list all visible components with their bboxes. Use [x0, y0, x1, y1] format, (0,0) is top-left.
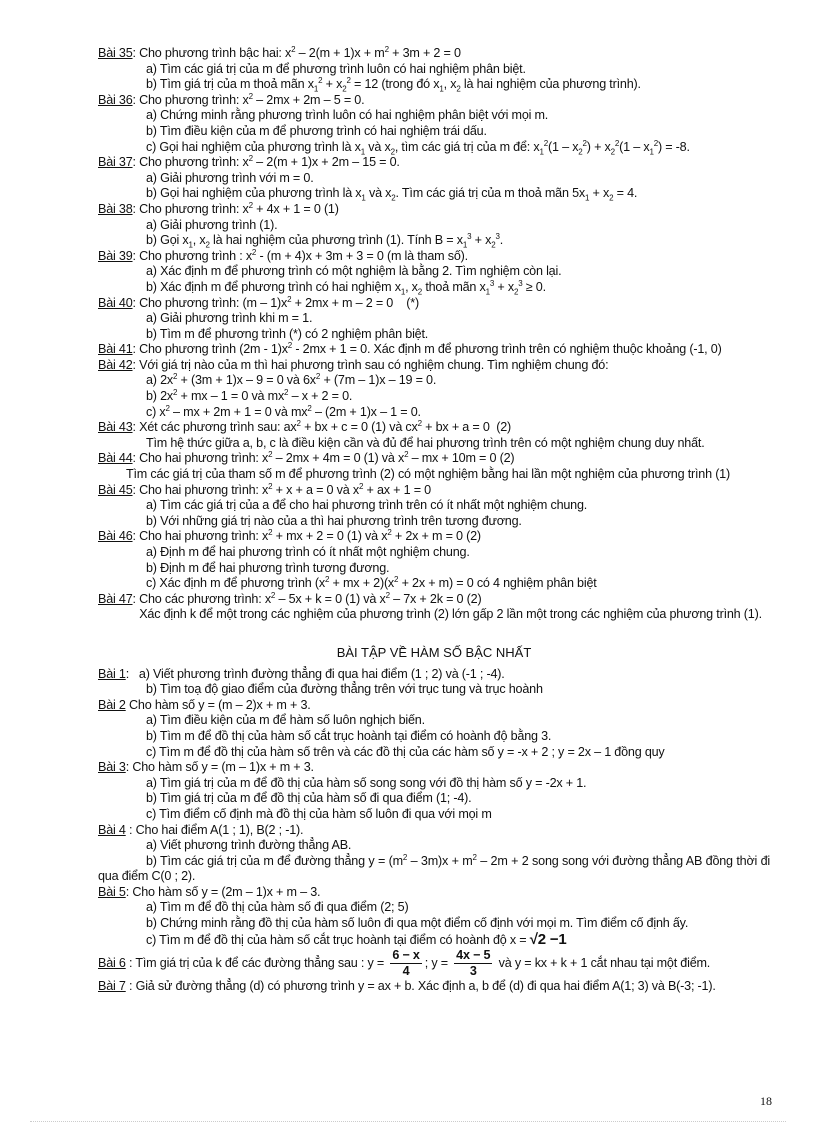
- exercise-part: [98, 791, 770, 807]
- exercise-text: b) Tìm giá trị của m để đồ thị của hàm số đi qua điểm (1; -4).: [146, 791, 472, 806]
- exercise-part: [98, 436, 770, 452]
- exercise-label: Bài 36: [98, 92, 133, 107]
- exercise-text: Cho hàm số y = (m – 2)x + m + 3.: [125, 697, 311, 712]
- exercise-label: Bài 4: [98, 822, 126, 837]
- exercise-text: : Cho hai phương trình: $x^2 + x + a = 0$ và $x^2$ + ax + 1 = 0: [132, 481, 431, 497]
- exercise-label: Bài 44: [98, 451, 133, 466]
- exercise-text: : Cho phương trình: $x^2 - 2mx + 2m - 5 = 0$.: [132, 91, 365, 107]
- exercise-statement: [98, 249, 770, 265]
- exercise-block: [98, 202, 770, 249]
- exercise-text: c) Tìm điểm cố định mà đồ thị của hàm số luôn đi qua với mọi m: [146, 806, 492, 821]
- exercise-text: : Tìm giá trị của k để các đường thẳng sau : y = $\frac{6 - x}{4}$ ; y = $\frac{4x - 5}{3}$ và y = kx + k + 1 cắt nhau tại một điểm.: [125, 948, 711, 979]
- exercise-part: [98, 280, 770, 296]
- exercise-text: b) Định m để hai phương trình tương đương.: [146, 560, 390, 575]
- exercise-text: Xác định k để một trong các nghiệm của phương trình (2) lớn gấp 2 lần một trong các nghiệm của phương trình (1).: [126, 607, 762, 622]
- exercise-text: a) Xác định m để phương trình có một nghiệm là bằng 2. Tìm nghiệm còn lại.: [146, 264, 562, 279]
- exercise-block: [98, 358, 770, 420]
- exercise-statement: [98, 592, 770, 608]
- exercise-part: [98, 405, 770, 421]
- exercise-part: [98, 108, 770, 124]
- exercise-text: Tìm các giá trị của tham số m để phương trình (2) có một nghiệm bằng hai lần một nghiệm của phương trình (1): [126, 467, 730, 482]
- exercise-part: [98, 561, 770, 577]
- exercise-statement: [98, 451, 770, 467]
- exercise-text: a) Viết phương trình đường thẳng AB.: [146, 838, 352, 853]
- exercise-text: b) Xác định m để phương trình có hai nghiệm $x_1$, $x_2$ thoả mãn $x_1^3 + x_2^3 \ge 0$.: [146, 278, 546, 297]
- exercise-label: Bài 7: [98, 979, 126, 994]
- exercise-part: [98, 124, 770, 140]
- document-page: [98, 46, 770, 995]
- exercise-label: Bài 47: [98, 591, 133, 606]
- exercise-text: b) Gọi hai nghiệm của phương trình là $x_1$ và $x_2$. Tìm các giá trị của m thoả mãn $5x_1 + x_2 = 4$.: [146, 186, 638, 203]
- exercise-block: [98, 979, 770, 995]
- exercise-block: [98, 296, 770, 343]
- exercise-label: Bài 43: [98, 420, 133, 435]
- exercise-statement: [98, 358, 770, 374]
- exercise-statement: [98, 155, 770, 171]
- exercise-text: c) Tìm m để đồ thị của hàm số cắt trục hoành tại điểm có hoành độ x = √2 −1: [146, 930, 567, 948]
- exercise-text: : Cho hai điểm A(1 ; 1), B(2 ; -1).: [125, 822, 304, 837]
- page-number: 18: [760, 1094, 772, 1108]
- exercise-part: [98, 311, 770, 327]
- exercise-block: [98, 420, 770, 451]
- exercise-statement: [98, 420, 770, 436]
- exercise-block: [98, 529, 770, 591]
- exercise-statement: [98, 885, 770, 901]
- exercise-text: b) Tìm m để đồ thị của hàm số cắt trục hoành tại điểm có hoành độ bằng 3.: [146, 728, 552, 743]
- linear-function-exercises: [98, 667, 770, 995]
- exercise-part: [98, 545, 770, 561]
- exercise-part: [98, 776, 770, 792]
- exercise-block: [98, 885, 770, 948]
- exercise-text: a) Giải phương trình khi m = 1.: [146, 311, 313, 326]
- exercise-text: a) Giải phương trình với m = 0.: [146, 170, 314, 185]
- exercise-label: Bài 2: [98, 697, 126, 712]
- exercise-part: [98, 62, 770, 78]
- exercise-part: [98, 713, 770, 729]
- exercise-text: : Xét các phương trình sau: $ax^2$ + bx + c = 0 (1) và $cx^2$ + bx + a = 0 (2): [132, 419, 512, 435]
- exercise-text: c) Gọi hai nghiệm của phương trình là $x_1$ và $x_2$, tìm các giá trị của m để: $x_1^2(1 - x_2^2) + x_2^2(1 - x_1^2) = -8$.: [146, 138, 690, 157]
- exercise-part: [98, 932, 770, 949]
- exercise-text: : Cho hàm số y = (2m – 1)x + m – 3.: [125, 884, 321, 899]
- exercise-text: : Cho hai phương trình: $x^2$ + mx + 2 = 0 (1) và $x^2 + 2x + m = 0$ (2): [132, 528, 481, 544]
- exercise-part: [98, 576, 770, 592]
- exercise-block: [98, 483, 770, 530]
- exercise-label: Bài 42: [98, 357, 133, 372]
- exercise-label: Bài 3: [98, 760, 126, 775]
- exercise-text: b) Tìm m để phương trình (*) có 2 nghiệm phân biệt.: [146, 326, 429, 341]
- exercise-part: [98, 264, 770, 280]
- exercise-block: [98, 592, 770, 623]
- exercise-label: Bài 37: [98, 155, 133, 170]
- exercise-part: [98, 916, 770, 932]
- exercise-text: : Cho phương trình bậc hai: $x^2 - 2(m + 1)x + m^2 + 3m + 2 = 0$: [132, 44, 461, 60]
- exercise-statement: [98, 93, 770, 109]
- exercise-statement: [98, 342, 770, 358]
- exercise-text: : Cho phương trình: $x^2 - 2(m + 1)x + 2m - 15 = 0$.: [132, 153, 400, 170]
- exercise-text: c) Xác định m để phương trình ($x^2$ + mx + $2)(x^2 + 2x + m) = 0$ có 4 nghiệm phân biệt: [146, 575, 597, 591]
- quadratic-equation-exercises: [98, 46, 770, 623]
- exercise-text: b) Tìm toạ độ giao điểm của đường thẳng trên với trục tung và trục hoành: [146, 682, 543, 697]
- exercise-text: b) Tìm điều kiện của m để phương trình có hai nghiệm trái dấu.: [146, 123, 487, 138]
- page-bottom-border: [30, 1121, 786, 1122]
- exercise-part: [98, 498, 770, 514]
- exercise-statement: [98, 698, 770, 714]
- exercise-statement: [98, 296, 770, 312]
- exercise-part: [98, 389, 770, 405]
- exercise-part: [98, 729, 770, 745]
- exercise-text: b) $2x^2$ + mx – 1 = 0 và $mx^2 - x + 2 = 0$.: [146, 387, 353, 404]
- exercise-statement: [98, 760, 770, 776]
- exercise-text: b) Với những giá trị nào của a thì hai phương trình trên tương đương.: [146, 513, 522, 528]
- exercise-text: : Cho hai phương trình: $x^2 - 2mx + 4m = 0$ (1) và $x^2$ – mx + 10m = 0 (2): [132, 450, 515, 466]
- exercise-label: Bài 5: [98, 884, 126, 899]
- exercise-statement: [98, 979, 770, 995]
- exercise-part: [98, 373, 770, 389]
- exercise-text: a) Tìm m để đồ thị của hàm số đi qua điểm (2; 5): [146, 900, 409, 915]
- exercise-statement: [98, 46, 770, 62]
- exercise-text: a) Tìm các giá trị của m để phương trình luôn có hai nghiệm phân biệt.: [146, 61, 526, 76]
- exercise-text: a) Tìm điều kiện của m để hàm số luôn nghịch biến.: [146, 713, 425, 728]
- exercise-text: b) Tìm các giá trị của m để đường thẳng $y = (m^2 - 3m)x + m^2 - 2m + 2$ song song với đường thẳng AB đồng thời đi qua điểm C(0 ; 2).: [98, 852, 770, 884]
- exercise-part: [98, 854, 770, 885]
- exercise-part: [98, 838, 770, 854]
- exercise-text: : Cho phương trình $(2m - 1)x^2 - 2mx + 1 = 0$. Xác định m để phương trình trên có nghiệm thuộc khoảng (-1, 0): [132, 341, 722, 357]
- exercise-part: [98, 171, 770, 187]
- exercise-part: [98, 77, 770, 93]
- exercise-block: [98, 948, 770, 979]
- exercise-block: [98, 823, 770, 885]
- exercise-block: [98, 93, 770, 155]
- exercise-label: Bài 45: [98, 482, 133, 497]
- exercise-part: [98, 327, 770, 343]
- exercise-statement: [98, 529, 770, 545]
- exercise-part: [98, 140, 770, 156]
- exercise-text: c) $x^2$ – mx + 2m + 1 = 0 và $mx^2 - (2m + 1)x - 1 = 0$.: [146, 403, 421, 419]
- exercise-block: [98, 249, 770, 296]
- exercise-text: c) Tìm m để đồ thị của hàm số trên và các đồ thị của các hàm số y = -x + 2 ; y = 2x – 1 đồng quy: [146, 744, 665, 759]
- exercise-block: [98, 46, 770, 93]
- exercise-text: : Cho phương trình: $(m - 1)x^2 + 2mx + m - 2 = 0$ (*): [132, 294, 419, 310]
- exercise-label: Bài 35: [98, 46, 133, 60]
- exercise-block: [98, 667, 770, 698]
- exercise-statement: [98, 483, 770, 499]
- section-title: BÀI TẬP VỀ HÀM SỐ BẬC NHẤT: [336, 644, 532, 660]
- exercise-text: a) $2x^2 + (3m + 1)x - 9 = 0$ và $6x^2 + (7m - 1)x - 19 = 0$.: [146, 372, 437, 388]
- exercise-part: [98, 218, 770, 234]
- exercise-text: b) Tìm giá trị của m thoả mãn $x_1^2 + x_2^2 = 12$ (trong đó $x_1$, $x_2$ là hai nghiệm của phương trình).: [146, 76, 641, 94]
- exercise-part: [98, 745, 770, 761]
- exercise-label: Bài 46: [98, 529, 133, 544]
- exercise-block: [98, 155, 770, 202]
- exercise-label: Bài 40: [98, 295, 133, 310]
- exercise-statement: [98, 823, 770, 839]
- exercise-part: [98, 682, 770, 698]
- exercise-text: Tìm hệ thức giữa a, b, c là điều kiện cần và đủ để hai phương trình trên có một nghiệm chung duy nhất.: [146, 435, 705, 450]
- exercise-part: [98, 607, 770, 623]
- exercise-part: [98, 807, 770, 823]
- exercise-text: : Cho hàm số y = (m – 1)x + m + 3.: [125, 760, 314, 775]
- exercise-label: Bài 1: [98, 666, 126, 681]
- exercise-part: [98, 467, 770, 483]
- exercise-label: Bài 39: [98, 248, 133, 263]
- exercise-text: : Cho phương trình : $x^2 - (m + 4)x + 3m + 3 = 0$ (m là tham số).: [132, 247, 468, 263]
- exercise-statement: [98, 948, 770, 979]
- exercise-text: : Cho phương trình: $x^2 + 4x + 1 = 0$ (1): [132, 200, 339, 216]
- exercise-text: : Với giá trị nào của m thì hai phương trình sau có nghiệm chung. Tìm nghiệm chung đó:: [132, 357, 609, 372]
- exercise-statement: [98, 202, 770, 218]
- exercise-label: Bài 6: [98, 956, 126, 971]
- exercise-label: Bài 38: [98, 201, 133, 216]
- exercise-text: a) Tìm các giá trị của a để cho hai phương trình trên có ít nhất một nghiệm chung.: [146, 498, 588, 513]
- exercise-part: [98, 186, 770, 202]
- exercise-text: : Giả sử đường thẳng (d) có phương trình y = ax + b. Xác định a, b để (d) đi qua hai điểm A(1; 3) và B(-3; -1).: [125, 979, 716, 994]
- exercise-block: [98, 760, 770, 822]
- exercise-part: [98, 900, 770, 916]
- exercise-block: [98, 698, 770, 760]
- exercise-statement: [98, 667, 770, 683]
- exercise-text: a) Chứng minh rằng phương trình luôn có hai nghiệm phân biệt với mọi m.: [146, 108, 549, 123]
- exercise-text: b) Chứng minh rằng đồ thị của hàm số luôn đi qua một điểm cố định với mọi m. Tìm điểm cố định ấy.: [146, 916, 689, 931]
- exercise-text: : Cho các phương trình: $x^2 - 5x + k = 0$ (1) và $x^2 - 7x + 2k = 0$ (2): [132, 590, 482, 606]
- exercise-part: [98, 514, 770, 530]
- exercise-text: a) Giải phương trình (1).: [146, 217, 278, 232]
- exercise-part: [98, 233, 770, 249]
- exercise-text: a) Định m để hai phương trình có ít nhất một nghiệm chung.: [146, 545, 470, 559]
- exercise-label: Bài 41: [98, 342, 133, 357]
- exercise-text: b) Gọi $x_1$, $x_2$ là hai nghiệm của phương trình (1). Tính $B = x_1^3 + x_2^3$.: [146, 231, 504, 250]
- exercise-block: [98, 451, 770, 482]
- exercise-text: : a) Viết phương trình đường thẳng đi qua hai điểm (1 ; 2) và (-1 ; -4).: [125, 666, 505, 681]
- exercise-block: [98, 342, 770, 358]
- exercise-text: a) Tìm giá trị của m để đồ thị của hàm số song song với đồ thị hàm số y = -2x + 1.: [146, 775, 587, 790]
